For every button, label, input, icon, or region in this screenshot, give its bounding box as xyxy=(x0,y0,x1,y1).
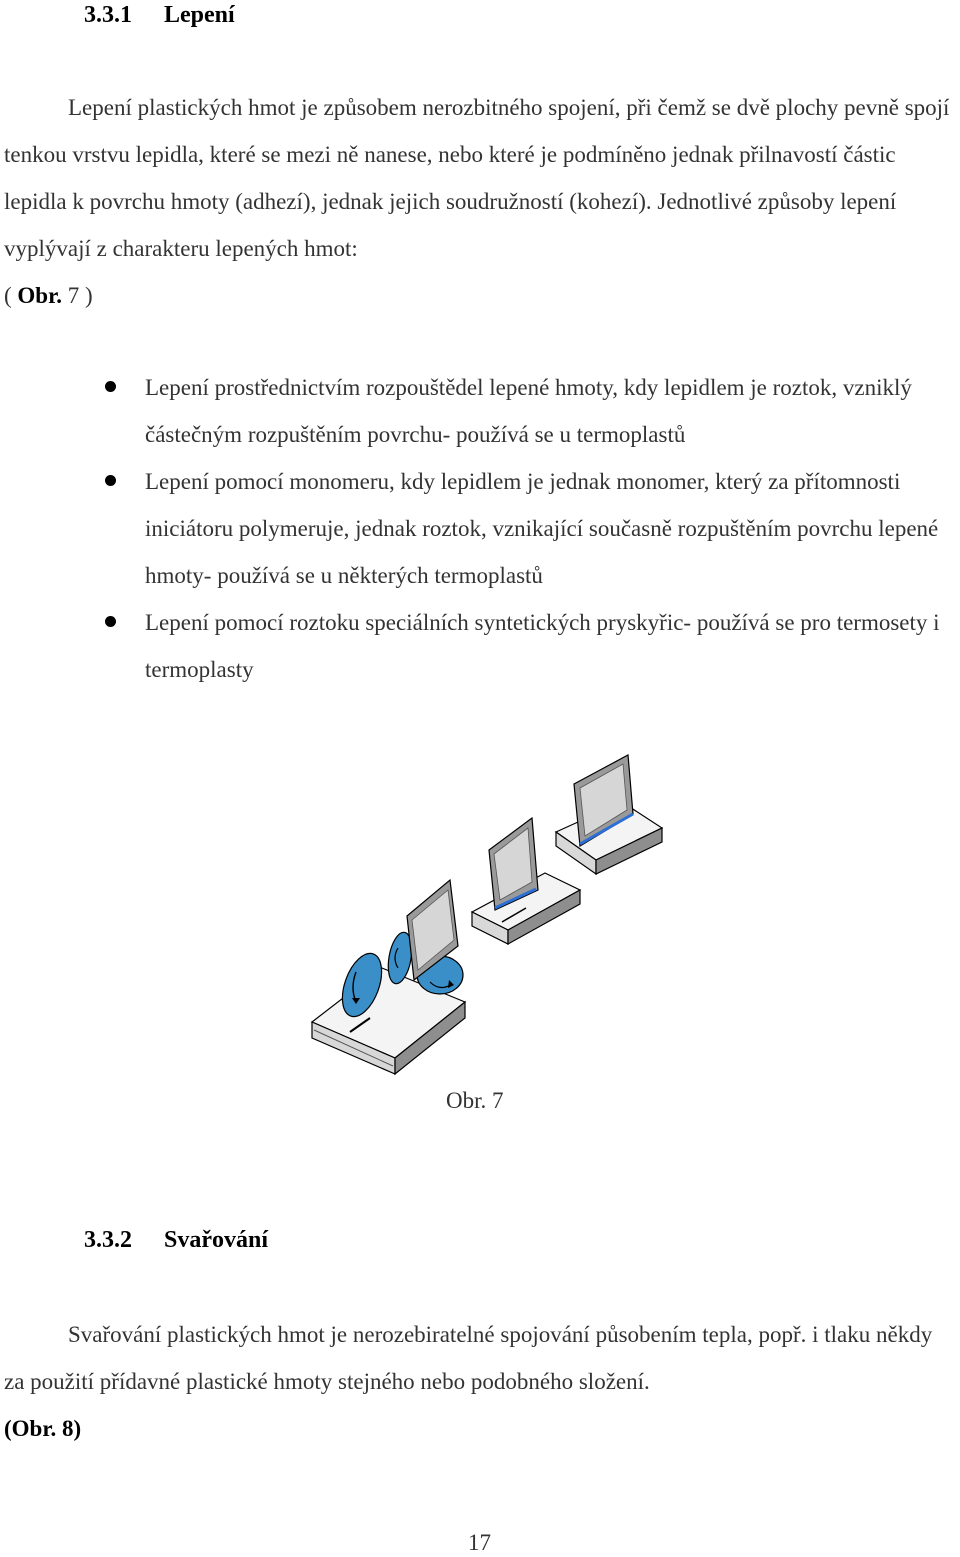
list-item xyxy=(0,599,960,693)
lepeni-paragraph-text: Lepení plastických hmot je způsobem nerozbitného spojení, při čemž se dvě plochy pevně spojí tenkou vrstvu lepidla, které se mezi ně nanese, nebo které je podmíněno jednak přilnavostí částic lepidla k povrchu hmoty (adhezí), jednak jejich soudružností (kohezí). Jednotlivé způsoby lepení vyplývají z charakteru lepených hmot: xyxy=(4,95,950,261)
list-item-text: Lepení pomocí monomeru, kdy lepidlem je jednak monomer, který za přítomnosti iniciátoru polymeruje, jednak roztok, vznikající současně rozpuštěním povrchu lepené hmoty- používá se u některých termoplastů xyxy=(145,469,939,588)
figure-reference-bold: Obr. xyxy=(17,283,62,308)
section-number: 3.3.2 xyxy=(84,1227,132,1253)
bonding-illustration xyxy=(290,740,670,1080)
section-title: Svařování xyxy=(164,1227,269,1253)
block-4 xyxy=(556,755,662,874)
bullet-icon xyxy=(105,475,116,486)
page-number: 17 xyxy=(468,1530,491,1555)
figure-reference: (Obr. 8) xyxy=(4,1416,82,1441)
figure-caption: Obr. 7 xyxy=(446,1088,504,1113)
svarovani-paragraph xyxy=(4,1311,956,1452)
bullet-icon xyxy=(105,616,116,627)
list-item xyxy=(0,458,960,599)
svarovani-paragraph-text: Svařování plastických hmot je nerozebiratelné spojování působením tepla, popř. i tlaku někdy za použití přídavné plastické hmoty stejného nebo podobného složení. xyxy=(4,1322,933,1394)
list-item xyxy=(0,364,960,458)
bullet-icon xyxy=(105,381,116,392)
section-heading-svarovani xyxy=(84,1227,268,1254)
list-item-text: Lepení pomocí roztoku speciálních syntetických pryskyřic- používá se pro termosety i termoplasty xyxy=(145,610,940,682)
section-heading-lepeni xyxy=(84,2,235,29)
bonding-methods-list xyxy=(0,364,960,693)
block-2 xyxy=(385,880,463,994)
figure-reference-close: 7 ) xyxy=(61,283,93,308)
lepeni-paragraph xyxy=(4,84,956,319)
figure-reference-open: ( xyxy=(4,283,18,308)
section-title: Lepení xyxy=(164,2,235,28)
section-number: 3.3.1 xyxy=(84,2,132,28)
list-item-text: Lepení prostřednictvím rozpouštědel lepené hmoty, kdy lepidlem je roztok, vzniklý částečným rozpuštěním povrchu- používá se u termoplastů xyxy=(145,375,912,447)
